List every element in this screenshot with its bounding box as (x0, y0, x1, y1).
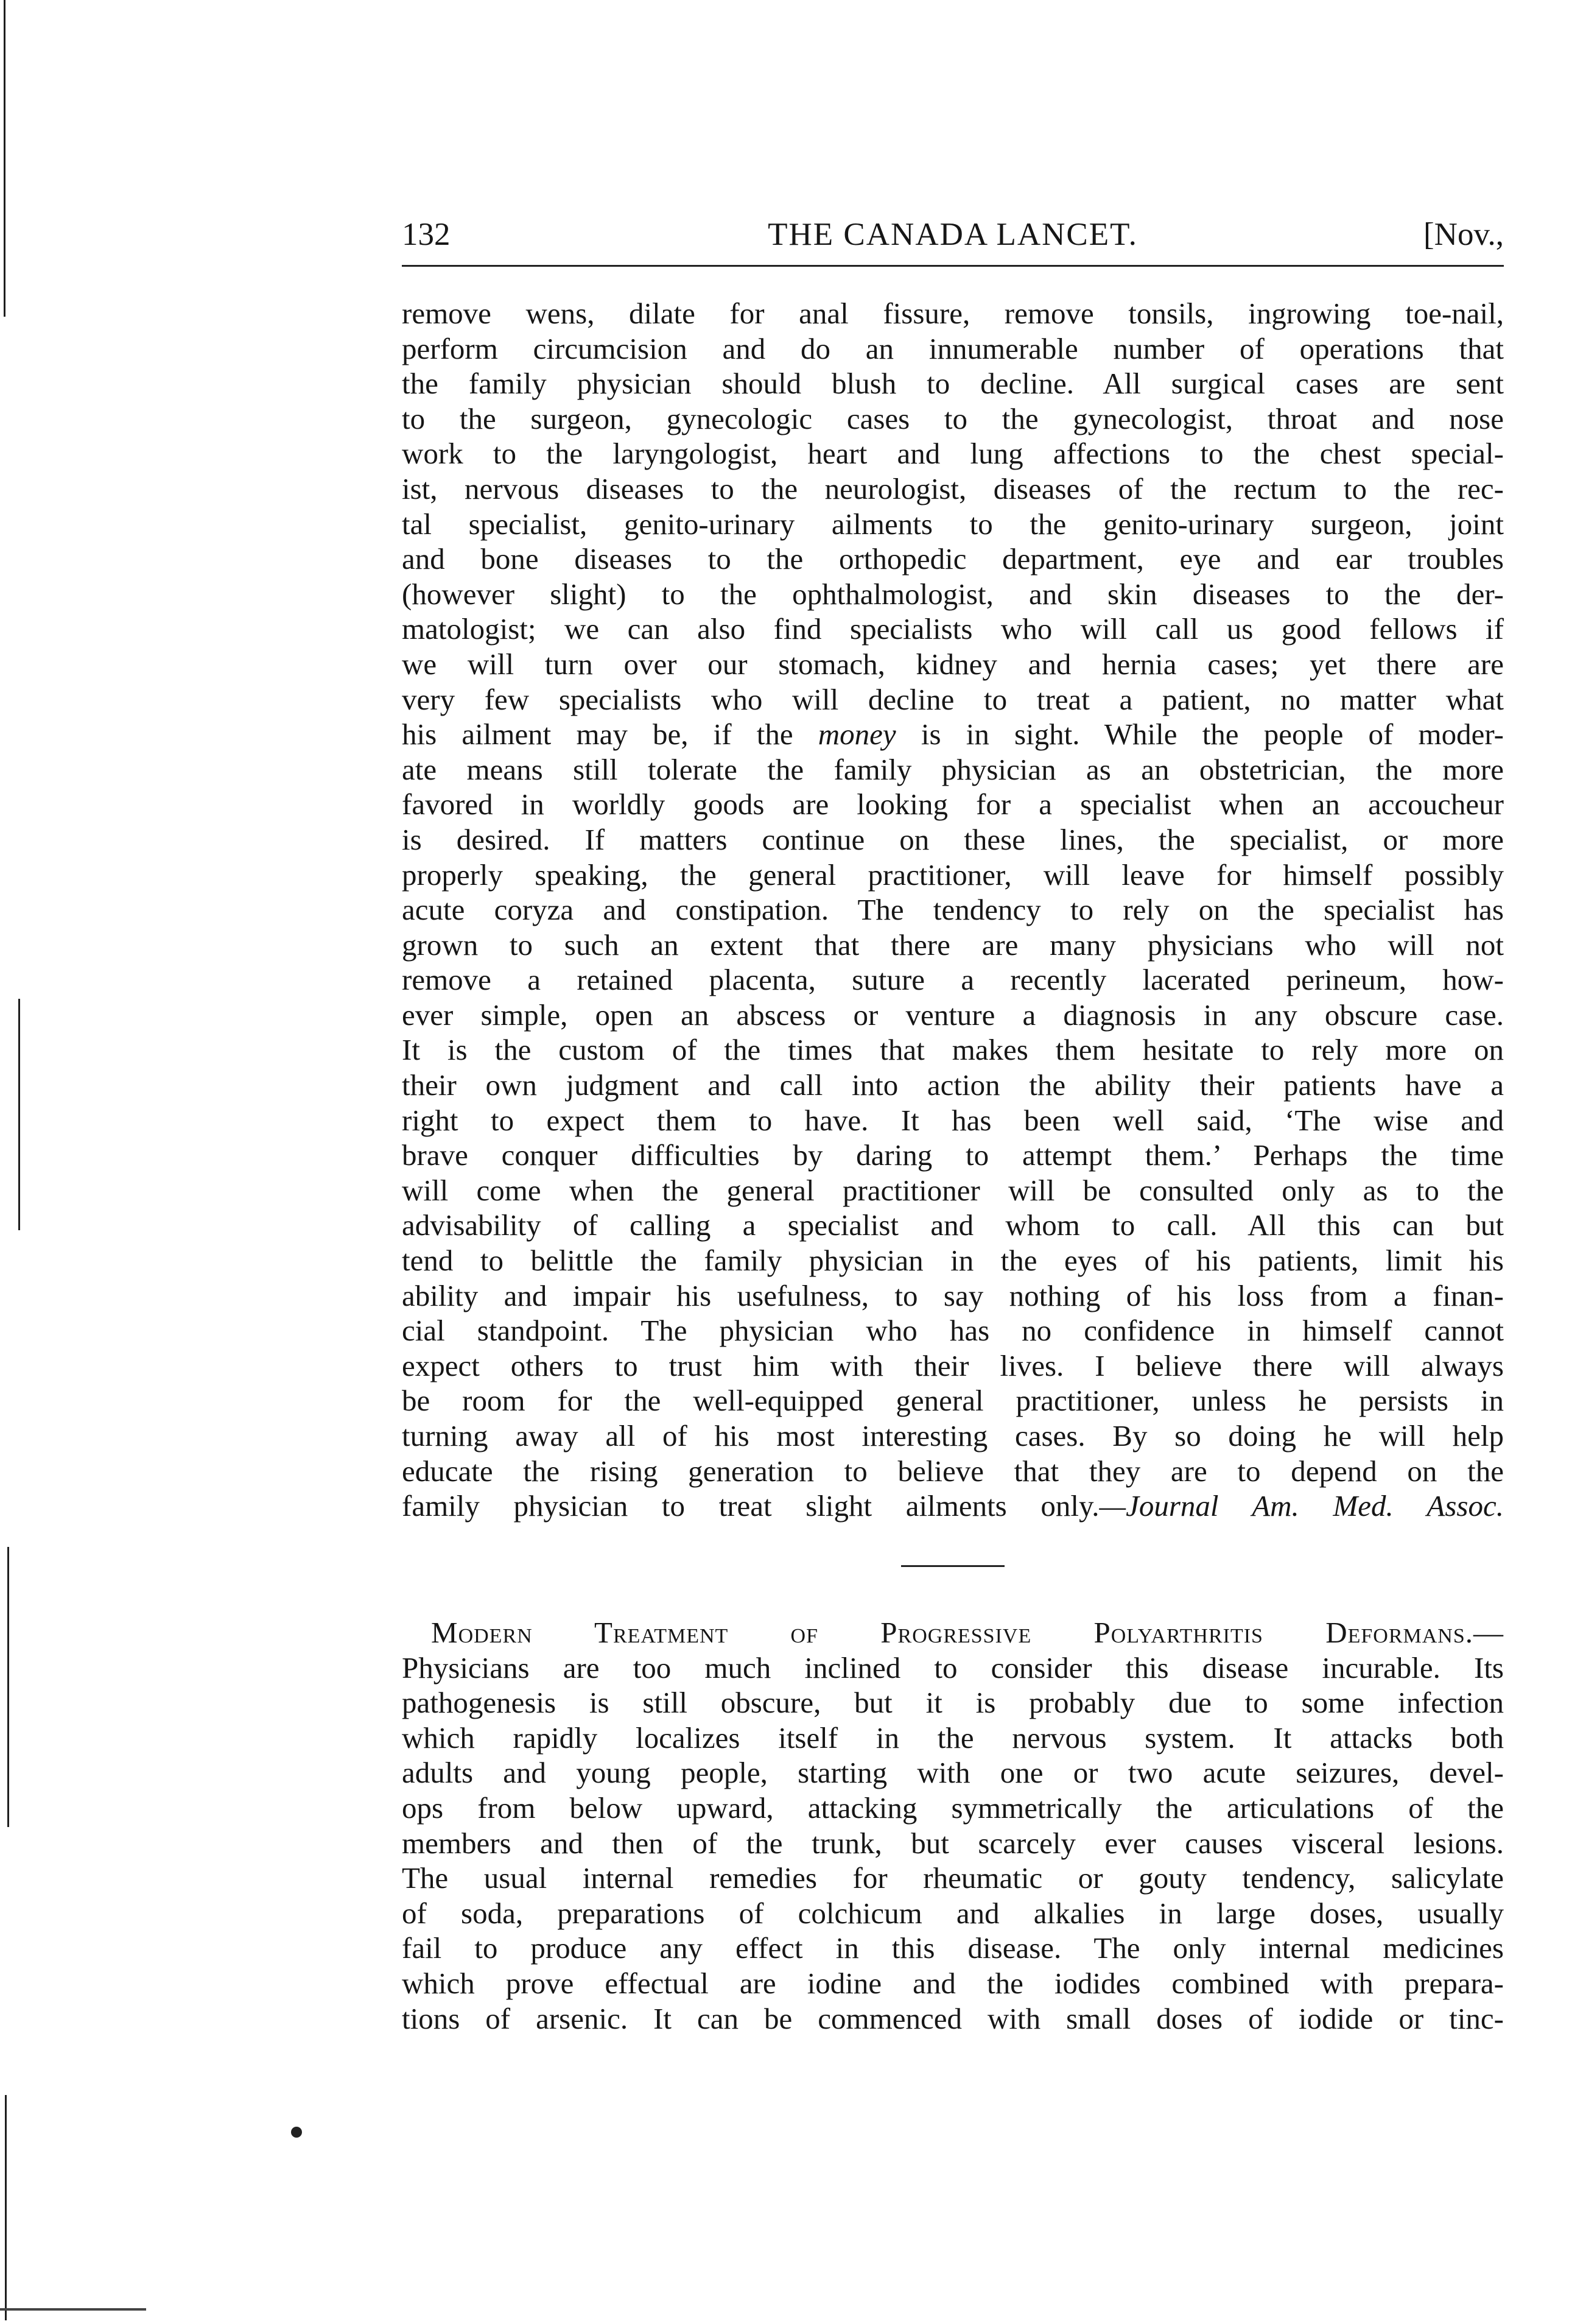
text-line: It is the custom of the times that makes them hesitate to rely more on (402, 1033, 1504, 1067)
article-polyarthritis (402, 1615, 1504, 2036)
text-line: be room for the well-equipped general practitioner, unless he persists in (402, 1384, 1504, 1418)
text-line: turning away all of his most interesting cases. By so doing he will help (402, 1419, 1504, 1452)
text-line: Physicians are too much inclined to consider this disease incurable. Its (402, 1650, 1504, 1685)
text-line: The usual internal remedies for rheumatic or gouty tendency, salicylate (402, 1861, 1504, 1895)
text-line: advisability of calling a specialist and whom to call. All this can but (402, 1208, 1504, 1242)
text-line: remove wens, dilate for anal fissure, remove tonsils, ingrowing toe-nail, (402, 297, 1504, 330)
text-line-with-citation (402, 1488, 1504, 1524)
text-line: is desired. If matters continue on these lines, the specialist, or more (402, 822, 1504, 856)
text-line: tend to belittle the family physician in the eyes of his patients, limit his (402, 1244, 1504, 1278)
text-line: we will turn over our stomach, kidney and hernia cases; yet there are (402, 647, 1504, 681)
text-line: matologist; we can also find specialists who will call us good fellows if (402, 612, 1504, 646)
text-line: ever simple, open an abscess or venture a diagnosis in any obscure case. (402, 998, 1504, 1032)
text-segment: family physician to treat slight ailments only. (402, 1489, 1100, 1523)
text-line: remove a retained placenta, suture a recently lacerated perineum, how- (402, 963, 1504, 997)
article-specialists-continued (402, 296, 1504, 1524)
running-header (402, 210, 1504, 259)
text-line: cial standpoint. The physician who has no confidence in himself cannot (402, 1314, 1504, 1348)
text-line: expect others to trust him with their lives. I believe there will always (402, 1348, 1504, 1382)
citation: —Journal Am. Med. Assoc. (1099, 1489, 1504, 1523)
text-line: will come when the general practitioner will be consulted only as to the (402, 1173, 1504, 1207)
text-line: very few specialists who will decline to treat a patient, no matter what (402, 682, 1504, 716)
text-line: (however slight) to the ophthalmologist, and skin diseases to the der- (402, 577, 1504, 611)
text-line: their own judgment and call into action the ability their patients have a (402, 1068, 1504, 1102)
text-line: brave conquer difficulties by daring to attempt them.’ Perhaps the time (402, 1138, 1504, 1172)
text-segment: is in sight. While the people of moder- (896, 717, 1504, 752)
text-line: tions of arsenic. It can be commenced with small doses of iodide or tinc- (402, 2001, 1504, 2035)
text-line: pathogenesis is still obscure, but it is probably due to some infection (402, 1686, 1504, 1720)
scan-edge-mark (7, 1547, 9, 1827)
text-line: the family physician should blush to decline. All surgical cases are sent (402, 367, 1504, 401)
scan-bottom-mark (0, 2308, 146, 2311)
text-line: which rapidly localizes itself in the nervous system. It attacks both (402, 1720, 1504, 1755)
text-line: educate the rising generation to believe that they are to depend on the (402, 1454, 1504, 1488)
text-line-with-emphasis (402, 717, 1504, 752)
text-line: members and then of the trunk, but scarcely ever causes visceral lesions. (402, 1826, 1504, 1860)
scan-edge-mark (18, 999, 20, 1230)
text-line: and bone diseases to the orthopedic department, eye and ear troubles (402, 542, 1504, 576)
text-line: grown to such an extent that there are many physicians who will not (402, 928, 1504, 962)
article-separator (901, 1565, 1005, 1567)
ink-mark (291, 2127, 302, 2138)
article-heading: Modern Treatment of Progressive Polyarthritis Deformans.— (431, 1616, 1504, 1649)
text-line: ops from below upward, attacking symmetrically the articulations of the (402, 1791, 1504, 1825)
text-line: ate means still tolerate the family physician as an obstetrician, the more (402, 752, 1504, 786)
text-line: ability and impair his usefulness, to say nothing of his loss from a finan- (402, 1278, 1504, 1312)
text-line: acute coryza and constipation. The tendency to rely on the specialist has (402, 893, 1504, 927)
text-line: which prove effectual are iodine and the iodides combined with prepara- (402, 1966, 1504, 2000)
text-line: work to the laryngologist, heart and lung affections to the chest special- (402, 437, 1504, 471)
text-line: of soda, preparations of colchicum and alkalies in large doses, usually (402, 1896, 1504, 1930)
issue-label: [Nov., (1423, 217, 1504, 252)
text-line: favored in worldly goods are looking for a specialist when an accoucheur (402, 787, 1504, 822)
text-line: ist, nervous diseases to the neurologist, diseases of the rectum to the rec- (402, 471, 1504, 505)
header-rule (402, 265, 1504, 267)
text-line: right to expect them to have. It has been well said, ‘The wise and (402, 1103, 1504, 1137)
text-line: fail to produce any effect in this disease. The only internal medicines (402, 1931, 1504, 1965)
page-number: 132 (402, 217, 451, 252)
emphasis-money: money (818, 717, 896, 752)
text-line: to the surgeon, gynecologic cases to the gynecologist, throat and nose (402, 401, 1504, 435)
journal-title: THE CANADA LANCET. (768, 217, 1138, 252)
text-line: perform circumcision and do an innumerable number of operations that (402, 331, 1504, 365)
text-segment: his ailment may be, if the (402, 717, 793, 752)
text-line: tal specialist, genito-urinary ailments to the genito-urinary surgeon, joint (402, 507, 1504, 541)
scan-edge-mark (4, 0, 5, 317)
scan-edge-mark (5, 2095, 7, 2320)
text-line: adults and young people, starting with one or two acute seizures, devel- (402, 1756, 1504, 1790)
text-line: properly speaking, the general practitioner, will leave for himself possibly (402, 857, 1504, 892)
